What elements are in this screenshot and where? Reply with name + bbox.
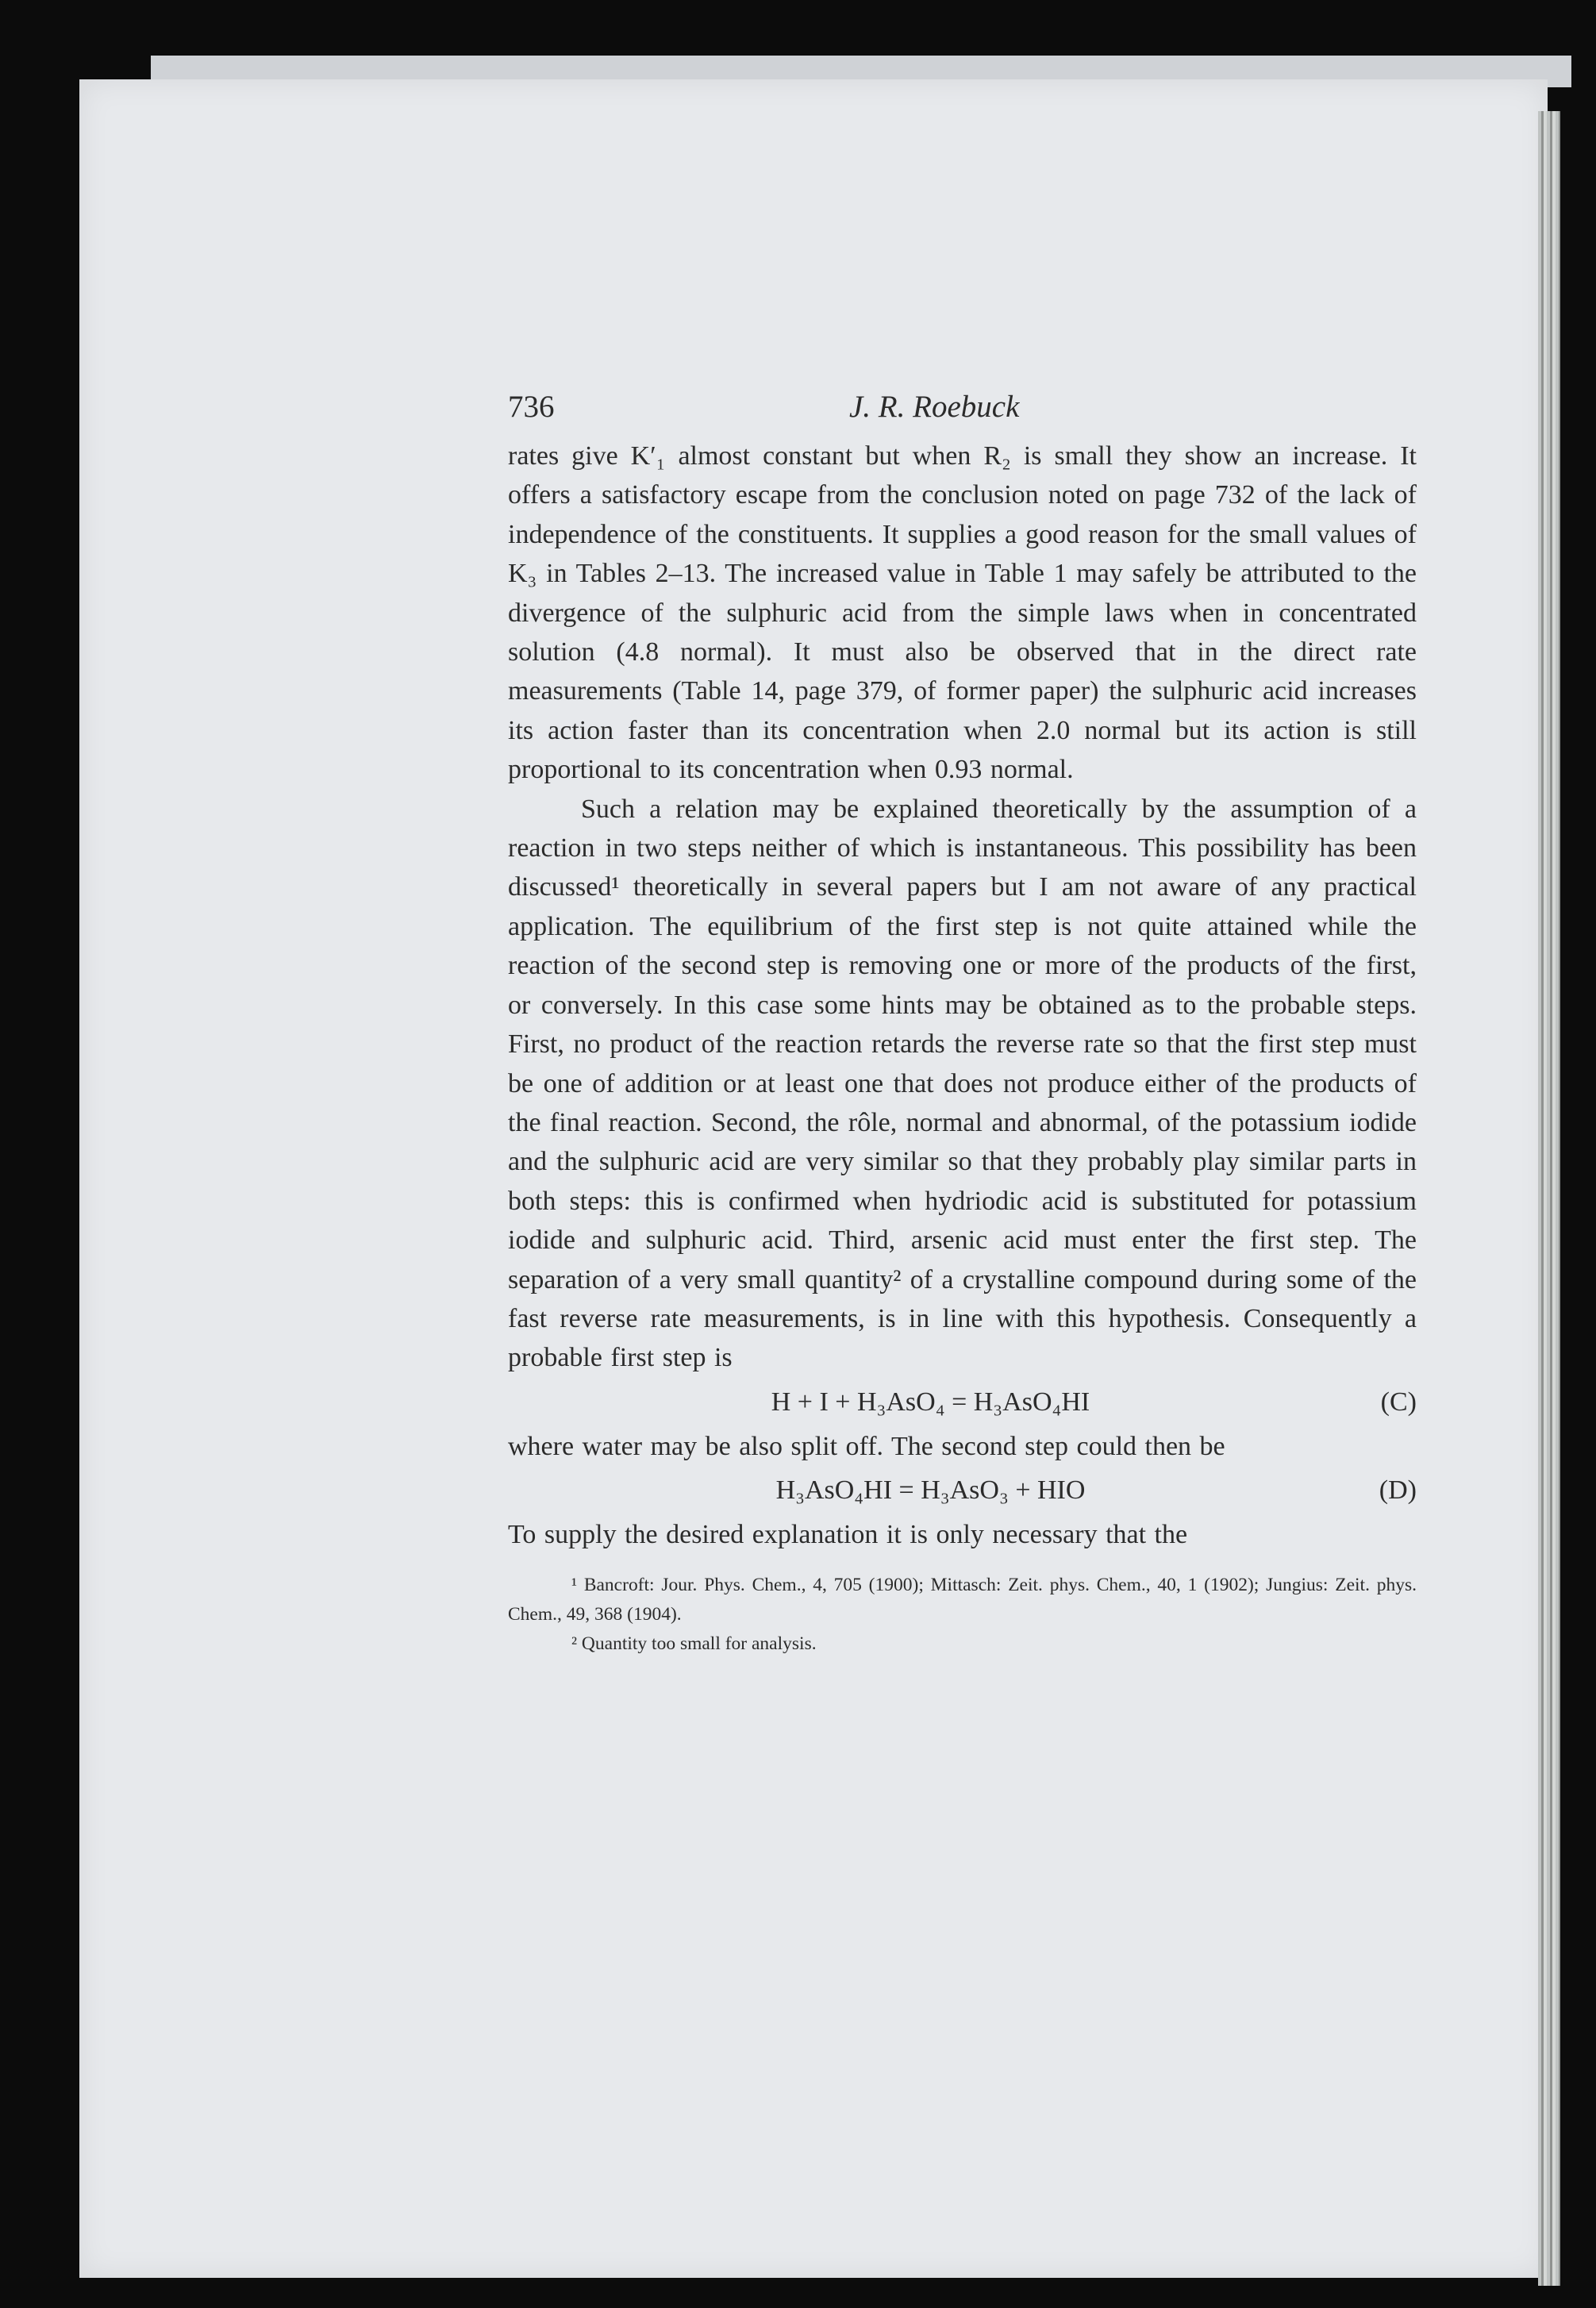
page-number: 736 xyxy=(508,390,555,424)
text-column xyxy=(508,389,1417,1659)
page-stack-edge xyxy=(1538,111,1560,2286)
footnote-2: ² Quantity too small for analysis. xyxy=(571,1633,817,1654)
equation-d-label: (D) xyxy=(1379,1475,1417,1506)
closing-line: To supply the desired explanation it is only necessary that the xyxy=(508,1520,1188,1550)
paragraph-2: Such a relation may be explained theoretically by the assumption of a reaction in two steps neither of which is instantaneous. This possibility has been discussed¹ theoretically in several papers but I am not aware of any practical application. The equilibrium of the first step is not quite attained while the reaction of the second step is removing one or more of the products of the first, or conversely. In this case some hints may be obtained as to the probable steps. First, no product of the reaction retards the reverse rate so that the first step must be one of addition or at least one that does not produce either of the products of the final reaction. Second, the rôle, normal and abnormal, of the potassium iodide and the sulphuric acid are very similar so that they probably play similar parts in both steps: this is confirmed when hydriodic acid is substituted for potassium iodide and sulphuric acid. Third, arsenic acid must enter the first step. The separation of a very small quantity² of a crystalline compound during some of the fast reverse rate measurements, is in line with this hypothesis. Consequently a probable first step is xyxy=(508,794,1417,1373)
equation-c xyxy=(508,1378,1417,1427)
footnotes xyxy=(508,1571,1417,1659)
equation-d xyxy=(508,1466,1417,1515)
equation-c-expression: H + I + H₃AsO₄ = H₃AsO₄HI xyxy=(771,1387,1090,1417)
paragraph-1: rates give K′₁ almost constant but when R₂ is small they show an increase. It offers a satisfactory escape from the conclusion noted on page 732 of the lack of independence of the constituents. It supplies a good reason for the small values of K₃ in Tables 2–13. The increased value in Table 1 may safely be attributed to the divergence of the sulphuric acid from the simple laws when in concentrated solution (4.8 normal). It must also be observed that in the direct rate measurements (Table 14, page 379, of former paper) the sulphuric acid increases its action faster than its concentration when 2.0 normal but its action is still proportional to its concentration when 0.93 normal. xyxy=(508,441,1417,785)
equation-c-label: (C) xyxy=(1380,1387,1417,1417)
between-equations-text: where water may be also split off. The second step could then be xyxy=(508,1431,1225,1461)
footnote-1: ¹ Bancroft: Jour. Phys. Chem., 4, 705 (1900); Mittasch: Zeit. phys. Chem., 40, 1 (1902); Jungius: Zeit. phys. Chem., 49, 368 (1904). xyxy=(508,1574,1417,1625)
running-head xyxy=(508,389,1417,437)
equation-d-expression: H₃AsO₄HI = H₃AsO₃ + HIO xyxy=(775,1475,1086,1506)
running-author: J. R. Roebuck xyxy=(849,390,1020,424)
